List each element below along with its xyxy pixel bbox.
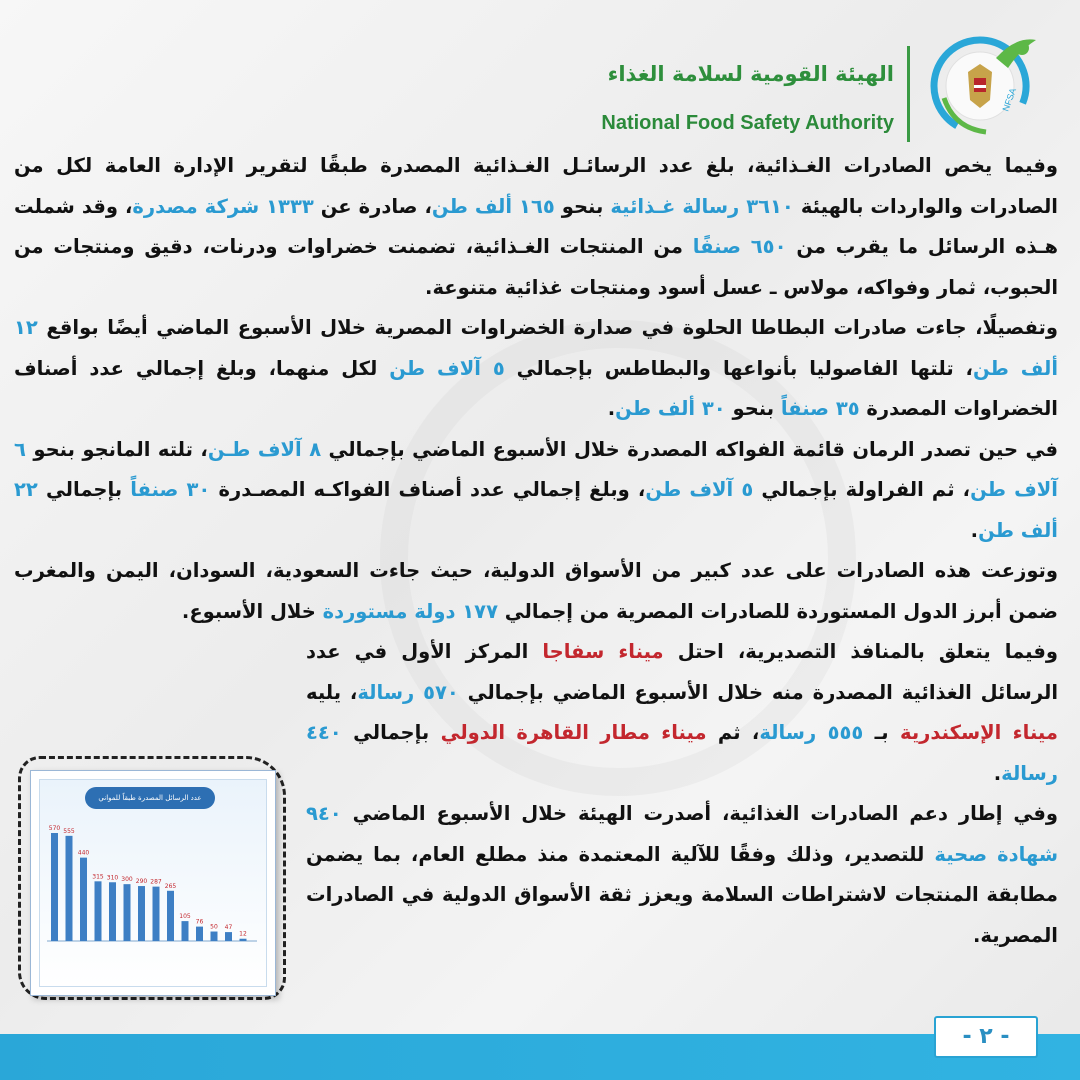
chart-data-label: 50 (210, 923, 218, 931)
org-name-arabic: الهيئة القومية لسلامة الغذاء (607, 62, 894, 86)
text-run: بنحو (725, 397, 781, 420)
highlighted-text: ٥٥٥ رسالة (759, 721, 864, 744)
chart-bar (66, 836, 73, 941)
chart-bar (225, 932, 232, 941)
highlighted-text: ميناء سفاجا (542, 640, 664, 663)
text-run: وفيما يتعلق بالمنافذ التصديرية، احتل (663, 640, 1059, 663)
paragraph (14, 146, 1058, 308)
text-run: بنحو (554, 194, 611, 218)
text-run: وتوزعت هذه الصادرات على عدد كبير من الأسواق الدولية، حيث جاءت السعودية، السودان، اليمن والمغرب ضمن أبرز الدول المستوردة للصادرات المصرية من إجمالي (14, 559, 1058, 623)
chart-data-label: 440 (77, 849, 90, 857)
ports-chart-thumbnail (30, 770, 276, 996)
text-run: ، تلتها الفاصوليا بأنواعها والبطاطس بإجمالي (504, 356, 973, 380)
chart-data-label: 287 (150, 878, 162, 886)
chart-data-label: 290 (135, 878, 148, 886)
paragraph (14, 430, 1058, 552)
org-name-english: National Food Safety Authority (601, 112, 894, 134)
highlighted-text: ٨ آلاف طـن (207, 437, 322, 461)
chart-bar (167, 891, 174, 941)
chart-bar (211, 932, 218, 941)
chart-bar (138, 886, 145, 941)
chart-bar (51, 833, 58, 941)
chart-bar (80, 858, 87, 941)
highlighted-text: ٥ آلاف طن (389, 356, 505, 380)
highlighted-text: ميناء الإسكندرية (900, 721, 1058, 744)
text-run: ، صادرة عن (313, 194, 432, 218)
chart-data-label: 555 (63, 827, 75, 835)
text-run: المركز الأول في عدد الرسائل الغذائية المصدرة منه خلال الأسبوع الماضي بإجمالي (306, 640, 1058, 704)
logo-text: NFSA (1000, 86, 1019, 113)
chart-data-label: 76 (195, 918, 204, 926)
text-run: وفي إطار دعم الصادرات الغذائية، أصدرت الهيئة خلال الأسبوع الماضي (341, 802, 1058, 825)
page-number: - ٢ - (934, 1016, 1038, 1058)
chart-data-label: 47 (224, 924, 233, 932)
paragraph (14, 308, 1058, 430)
ports-bar-chart (43, 821, 263, 981)
chart-data-label: 105 (179, 913, 191, 921)
highlighted-text: ٦ آلاف طن (14, 437, 1058, 501)
highlighted-text: ٥ آلاف طن (645, 478, 754, 501)
header-divider (907, 46, 910, 142)
text-run: ، ثم الفراولة بإجمالي (753, 478, 971, 501)
chart-bar (124, 884, 131, 941)
highlighted-text: ١٧٧ دولة مستوردة (322, 599, 498, 623)
chart-bar (153, 887, 160, 941)
text-run: ، وبلغ إجمالي عدد أصناف الفواكـه المصـدرة (210, 478, 646, 501)
text-run: . (993, 761, 1002, 785)
text-run: ، يليه (306, 680, 358, 704)
thumbnail-title: عدد الرسائل المصدرة طبقاً للمواني (85, 787, 215, 809)
highlighted-text: ١٣٣٣ شركة مصدرة (132, 194, 314, 218)
highlighted-text: ٣٥ صنفاً (780, 397, 860, 420)
highlighted-text: ٦٥٠ صنفًا (692, 235, 787, 258)
chart-bar (182, 921, 189, 941)
text-run: بإجمالي (37, 478, 131, 501)
highlighted-text: ٤٤٠ رسالة (306, 721, 1058, 785)
highlighted-text: ٣٠ صنفاً (130, 478, 211, 501)
text-run: ، ثم (706, 721, 760, 744)
text-run: من المنتجات الغـذائية، تضمنت خضراوات ودرنات، دقيق ومنتجات من الحبوب، ثمار وفواكه، مولاس ـ عسل أسود ومنتجات غذائية متنوعة. (14, 235, 1058, 299)
chart-data-label: 310 (106, 874, 119, 882)
paragraph (14, 551, 1058, 632)
chart-data-label: 265 (164, 882, 177, 890)
chart-bar (95, 881, 102, 941)
highlighted-text: ٣٠ ألف طن (615, 397, 726, 420)
text-run: وفيما يخص الصادرات الغـذائية، بلغ عدد الرسائـل الغـذائية المصدرة طبقًا لتقرير الإدارة العامة لكل من الصادرات والواردات بالهيئة (14, 154, 1058, 218)
highlighted-text: ٣٦١٠ رسالة غـذائية (610, 194, 794, 218)
highlighted-text: ١٢ ألف طن (14, 316, 1059, 380)
text-run: للتصدير، وذلك وفقًا للآلية المعتمدة منذ مطلع العام، بما يضمن مطابقة المنتجات لاشتراطات السلامة ويعزز ثقة الأسواق الدولية في الصادرات المصرية. (306, 842, 1058, 947)
highlighted-text: ٢٢ ألف طن (14, 478, 1058, 542)
text-run: بـ (863, 721, 900, 744)
highlighted-text: ٥٧٠ رسالة (357, 680, 459, 704)
highlighted-text: ميناء مطار القاهرة الدولي (440, 721, 707, 744)
footer-bar (0, 1034, 1080, 1080)
header (522, 28, 1042, 138)
chart-data-label: 12 (239, 930, 247, 938)
chart-data-label: 315 (92, 873, 104, 881)
text-run: . (970, 518, 979, 542)
chart-bar (196, 927, 203, 941)
highlighted-text: ٩٤٠ شهادة صحية (306, 802, 1058, 866)
highlighted-text: ١٦٥ ألف طن (431, 194, 555, 218)
nfsa-logo-icon (924, 28, 1042, 138)
text-run: لكل منهما، وبلغ إجمالي عدد أصناف الخضراوات المصدرة (14, 356, 1058, 420)
text-run: بإجمالي (341, 721, 441, 744)
chart-data-label: 570 (48, 825, 61, 832)
chart-bar (240, 939, 247, 941)
chart-bar (109, 882, 116, 941)
text-run: . (607, 397, 616, 420)
text-run: خلال الأسبوع. (181, 599, 323, 623)
text-run: في حين تصدر الرمان قائمة الفواكه المصدرة خلال الأسبوع الماضي بإجمالي (321, 437, 1058, 461)
text-run: وتفصيلًا، جاءت صادرات البطاطا الحلوة في صدارة الخضراوات المصرية خلال الأسبوع الماضي أيضًا بواقع (37, 316, 1058, 339)
chart-data-label: 300 (121, 876, 133, 884)
text-run: ، وقد شملت هـذه الرسائل ما يقرب من (14, 194, 1059, 258)
text-run: ، تلته المانجو بنحو (25, 437, 208, 461)
